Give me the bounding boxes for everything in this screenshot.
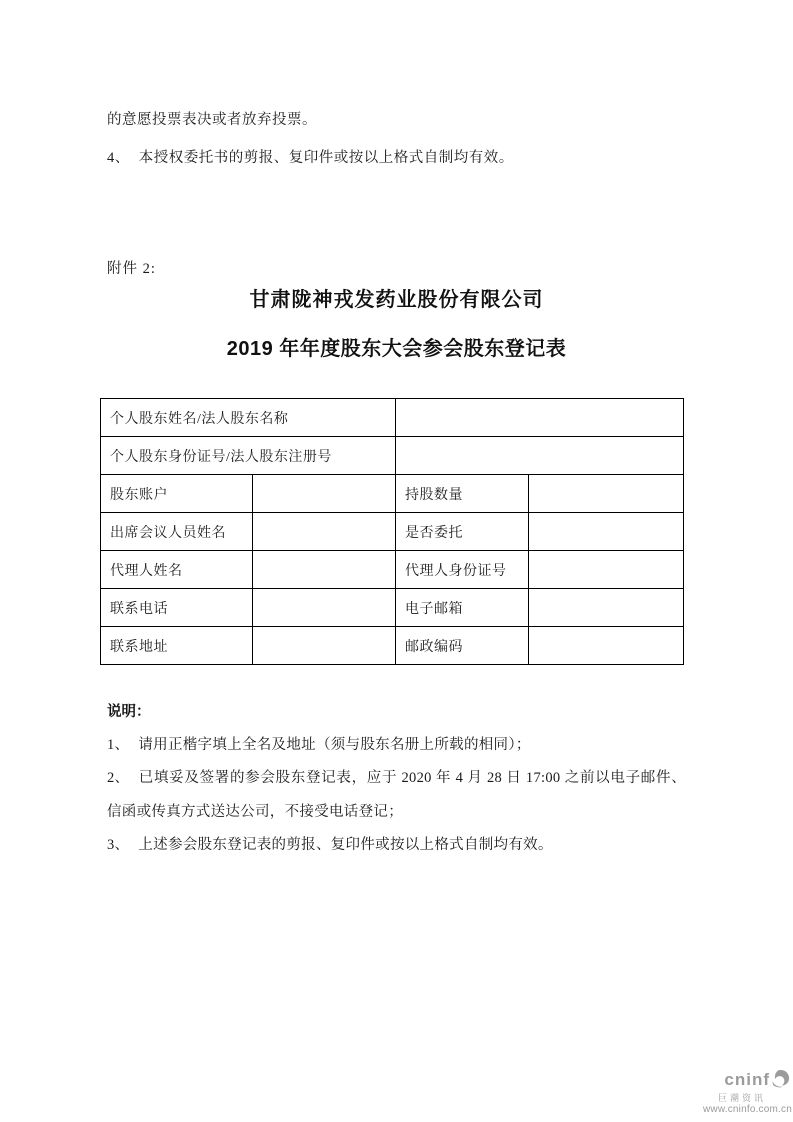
field-value-proxy-id	[529, 551, 684, 589]
field-label-shareholder-account: 股东账户	[101, 475, 253, 513]
cninfo-brand-row	[698, 1069, 792, 1093]
attachment-label: 附件 2:	[107, 261, 156, 277]
cninfo-swirl-icon	[771, 1069, 790, 1093]
note-item-1-text: 请用正楷字填上全名及地址（须与股东名册上所载的相同）；	[138, 737, 531, 753]
table-row	[101, 475, 684, 513]
intro-continuation-text: 的意愿投票表决或者放弃投票。	[107, 111, 317, 128]
note-item-2-text: 已填妥及签署的参会股东登记表，应于 2020 年 4 月 28 日 17:00 之前以电子邮件、信函或传真方式送达公司，不接受电话登记；	[107, 770, 686, 820]
field-value-email	[529, 589, 684, 627]
field-label-address: 联系地址	[101, 627, 253, 665]
cninfo-url: www.cninfo.com.cn	[703, 1104, 792, 1116]
note-item-3	[107, 829, 686, 862]
cninfo-logo	[698, 1069, 792, 1115]
table-row	[101, 399, 684, 437]
note-item-2	[107, 762, 686, 829]
table-row	[101, 551, 684, 589]
field-value-shareholder-name	[396, 399, 684, 437]
company-title: 甘肃陇神戎发药业股份有限公司	[249, 289, 544, 311]
field-label-email: 电子邮箱	[396, 589, 529, 627]
form-title: 2019 年年度股东大会参会股东登记表	[226, 338, 567, 360]
list-number: 3、	[107, 837, 130, 854]
cninfo-chinese-name: 巨潮资讯	[717, 1092, 766, 1103]
field-value-phone	[253, 589, 396, 627]
field-value-attendee-name	[253, 513, 396, 551]
field-label-postcode: 邮政编码	[396, 627, 529, 665]
field-value-postcode	[529, 627, 684, 665]
table-row	[101, 437, 684, 475]
table-row	[101, 627, 684, 665]
notes-section	[107, 696, 686, 863]
field-label-attendee-name: 出席会议人员姓名	[101, 513, 253, 551]
field-value-shares-held	[529, 475, 684, 513]
cninfo-brand-text: cninf	[724, 1070, 770, 1090]
shareholder-registration-table	[100, 398, 684, 665]
field-value-shareholder-account	[253, 475, 396, 513]
field-value-is-proxy	[529, 513, 684, 551]
notes-heading: 说明：	[107, 704, 151, 720]
field-label-proxy-name: 代理人姓名	[101, 551, 253, 589]
field-label-is-proxy: 是否委托	[396, 513, 529, 551]
field-value-proxy-name	[253, 551, 396, 589]
field-label-proxy-id: 代理人身份证号	[396, 551, 529, 589]
list-number: 4、	[107, 149, 130, 166]
field-value-id-number	[396, 437, 684, 475]
field-label-shares-held: 持股数量	[396, 475, 529, 513]
intro-item-4-text: 本授权委托书的剪报、复印件或按以上格式自制均有效。	[138, 149, 514, 166]
field-label-phone: 联系电话	[101, 589, 253, 627]
list-number: 1、	[107, 737, 130, 753]
table-row	[101, 513, 684, 551]
field-label-id-number: 个人股东身份证号/法人股东注册号	[101, 437, 396, 475]
note-item-1	[107, 729, 686, 762]
list-number: 2、	[107, 770, 130, 787]
field-value-address	[253, 627, 396, 665]
field-label-shareholder-name: 个人股东姓名/法人股东名称	[101, 399, 396, 437]
note-item-3-text: 上述参会股东登记表的剪报、复印件或按以上格式自制均有效。	[138, 837, 553, 854]
table-row	[101, 589, 684, 627]
intro-item-4	[107, 150, 693, 167]
